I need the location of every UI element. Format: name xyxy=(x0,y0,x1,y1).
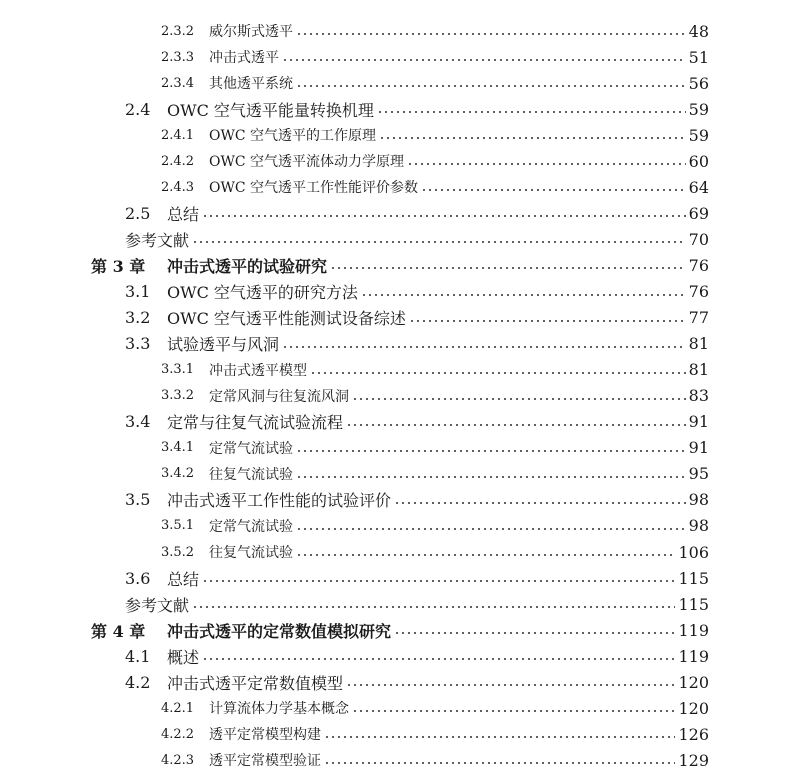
dot-leader xyxy=(192,596,675,612)
toc-entry-page: 91 xyxy=(688,412,709,432)
dot-leader xyxy=(346,414,686,430)
toc-entry-title: 参考文献 xyxy=(125,230,190,250)
toc-entry-number: 3.4.2 xyxy=(161,466,195,482)
toc-entry-number: 4.2.2 xyxy=(161,726,195,742)
dot-leader xyxy=(324,726,675,742)
toc-entry[interactable] xyxy=(0,643,709,669)
toc-entry[interactable] xyxy=(0,461,709,487)
toc-entry[interactable] xyxy=(0,591,709,617)
toc-entry-title: 概述 xyxy=(167,647,200,667)
dot-leader xyxy=(296,518,686,534)
toc-entry-title: 威尔斯式透平 xyxy=(209,24,293,40)
toc-entry-title: 冲击式透平模型 xyxy=(209,362,307,379)
toc-entry[interactable] xyxy=(0,487,709,513)
toc-entry-number: 3.4 xyxy=(125,412,151,432)
dot-leader xyxy=(296,440,686,456)
dot-leader xyxy=(296,23,686,39)
dot-leader xyxy=(202,205,686,221)
toc-entry-page: 48 xyxy=(688,21,709,41)
dot-leader xyxy=(282,336,686,352)
toc-entry[interactable] xyxy=(0,226,709,252)
toc-entry-page: 70 xyxy=(688,229,709,249)
toc-entry-number: 2.3.4 xyxy=(161,75,195,91)
toc-entry-title: 定常气流试验 xyxy=(209,440,293,457)
toc-entry[interactable] xyxy=(0,148,709,174)
toc-entry-title: OWC 空气透平性能测试设备综述 xyxy=(167,309,406,329)
toc-entry-title: OWC 空气透平流体动力学原理 xyxy=(209,154,405,171)
toc-entry-title: 冲击式透平工作性能的试验评价 xyxy=(167,491,392,511)
toc-entry[interactable] xyxy=(0,70,709,96)
toc-entry-page: 81 xyxy=(688,334,709,354)
toc-entry-number: 2.3.2 xyxy=(161,23,195,39)
dot-leader xyxy=(202,570,675,586)
toc-entry-title: OWC 空气透平能量转换机理 xyxy=(167,100,374,120)
toc-entry[interactable] xyxy=(0,200,709,226)
toc-entry-title: 定常气流试验 xyxy=(209,518,293,535)
toc-entry-page: 98 xyxy=(688,490,709,510)
toc-entry[interactable] xyxy=(0,565,709,591)
toc-entry-number: 3.6 xyxy=(125,568,151,588)
dot-leader xyxy=(352,700,675,716)
dot-leader xyxy=(409,310,686,326)
toc-entry-number: 2.4.3 xyxy=(161,179,195,195)
toc-entry-number: 4.2.1 xyxy=(161,700,195,716)
toc-entry-page: 83 xyxy=(688,386,709,406)
toc-entry[interactable] xyxy=(0,252,709,278)
toc-entry-page: 81 xyxy=(688,360,709,380)
toc-entry[interactable] xyxy=(0,409,709,435)
dot-leader xyxy=(202,648,675,664)
toc-entry-title: OWC 空气透平工作性能评价参数 xyxy=(209,180,419,197)
toc-entry-number: 3.3.2 xyxy=(161,388,195,404)
toc-entry[interactable] xyxy=(0,96,709,122)
toc-entry[interactable] xyxy=(0,122,709,148)
dot-leader xyxy=(421,179,686,195)
toc-entry-page: 95 xyxy=(688,464,709,484)
toc-entry-title: 计算流体力学基本概念 xyxy=(209,701,349,718)
toc-entry-title: 冲击式透平 xyxy=(209,50,279,67)
toc-entry[interactable] xyxy=(0,721,709,747)
toc-entry[interactable] xyxy=(0,305,709,331)
dot-leader xyxy=(296,75,686,91)
toc-entry-title: OWC 空气透平的研究方法 xyxy=(167,283,358,302)
toc-entry-page: 59 xyxy=(688,125,709,145)
toc-entry-page: 106 xyxy=(678,542,709,562)
toc-entry[interactable] xyxy=(0,383,709,409)
toc-entry[interactable] xyxy=(0,331,709,357)
toc-entry-page: 69 xyxy=(688,203,709,223)
toc-entry-number: 2.4.2 xyxy=(161,153,195,169)
toc-entry-title: 往复气流试验 xyxy=(209,545,293,561)
toc-entry-page: 59 xyxy=(688,99,709,119)
dot-leader xyxy=(379,127,686,143)
dot-leader xyxy=(352,388,686,404)
dot-leader xyxy=(394,622,675,638)
toc-entry-number: 2.4 xyxy=(125,99,151,119)
dot-leader xyxy=(361,284,686,300)
toc-entry-number: 2.5 xyxy=(125,203,151,223)
toc-entry-page: 91 xyxy=(688,438,709,458)
toc-entry-title: 参考文献 xyxy=(125,595,190,615)
dot-leader xyxy=(394,492,686,508)
toc-entry[interactable] xyxy=(0,357,709,383)
toc-entry-number: 4.2 xyxy=(125,672,151,692)
toc-entry-title: OWC 空气透平的工作原理 xyxy=(209,128,377,145)
toc-entry-number: 3.3 xyxy=(125,334,151,354)
toc-entry-title: 定常风洞与往复流风洞 xyxy=(209,388,349,405)
toc-entry-page: 119 xyxy=(678,646,709,666)
toc-entry[interactable] xyxy=(0,747,709,773)
dot-leader xyxy=(310,362,686,378)
toc-entry-page: 129 xyxy=(678,750,709,770)
dot-leader xyxy=(377,101,686,117)
toc-entry-number: 4.2.3 xyxy=(161,752,195,768)
toc-entry-page: 119 xyxy=(678,620,709,640)
dot-leader xyxy=(282,49,686,65)
toc-entry-title: 试验透平与风洞 xyxy=(167,335,280,355)
toc-entry[interactable] xyxy=(0,617,709,643)
dot-leader xyxy=(407,153,686,169)
toc-entry-number: 3.3.1 xyxy=(161,362,195,378)
toc-entry-page: 51 xyxy=(688,47,709,67)
toc-entry[interactable] xyxy=(0,435,709,461)
toc-entry[interactable] xyxy=(0,174,709,200)
toc-entry-page: 60 xyxy=(688,151,709,171)
toc-entry-title: 冲击式透平的定常数值模拟研究 xyxy=(167,621,392,641)
dot-leader xyxy=(296,544,675,560)
toc-entry-number: 3.2 xyxy=(125,308,151,328)
toc-entry-page: 120 xyxy=(678,698,709,718)
toc-entry-page: 56 xyxy=(688,73,709,93)
toc-entry[interactable] xyxy=(0,279,709,305)
toc-entry-number: 4.1 xyxy=(125,646,151,666)
dot-leader xyxy=(346,674,675,690)
toc-entry-number: 3.5.1 xyxy=(161,518,195,534)
toc-entry-title: 往复气流试验 xyxy=(209,466,293,483)
toc-entry[interactable] xyxy=(0,513,709,539)
toc-entry-number: 第 3 章 xyxy=(91,256,146,276)
toc-entry-number: 3.1 xyxy=(125,282,151,301)
toc-entry-title: 定常与往复气流试验流程 xyxy=(167,413,344,433)
toc-entry-page: 115 xyxy=(678,594,709,614)
toc-entry-number: 第 4 章 xyxy=(91,621,146,641)
toc-entry-page: 126 xyxy=(678,724,709,744)
toc-entry[interactable] xyxy=(0,18,709,44)
toc-entry-number: 2.3.3 xyxy=(161,49,195,65)
toc-entry-page: 64 xyxy=(688,177,709,197)
toc-entry[interactable] xyxy=(0,539,709,565)
toc-entry[interactable] xyxy=(0,44,709,70)
toc-entry-number: 3.5 xyxy=(125,490,151,510)
toc-entry-title: 透平定常模型验证 xyxy=(209,753,321,770)
toc-entry-page: 115 xyxy=(678,568,709,588)
toc-entry-title: 冲击式透平定常数值模型 xyxy=(167,673,344,693)
dot-leader xyxy=(330,257,686,273)
toc-entry-number: 2.4.1 xyxy=(161,127,195,143)
toc-entry-page: 77 xyxy=(688,308,709,328)
toc-entry-page: 76 xyxy=(688,282,709,301)
toc-entry-page: 76 xyxy=(688,255,709,275)
toc-entry-title: 总结 xyxy=(167,204,200,224)
dot-leader xyxy=(296,466,686,482)
toc-entry-title: 其他透平系统 xyxy=(209,76,293,93)
toc-entry-title: 透平定常模型构建 xyxy=(209,727,321,744)
dot-leader xyxy=(192,231,686,247)
toc-entry-page: 120 xyxy=(678,672,709,692)
toc-entry-number: 3.5.2 xyxy=(161,544,195,560)
toc-entry-title: 总结 xyxy=(167,569,200,589)
toc-entry-title: 冲击式透平的试验研究 xyxy=(167,256,328,276)
toc-entry-page: 98 xyxy=(688,516,709,536)
dot-leader xyxy=(324,752,675,768)
toc-entry[interactable] xyxy=(0,695,709,721)
toc-entry[interactable] xyxy=(0,669,709,695)
toc-entry-number: 3.4.1 xyxy=(161,440,195,456)
